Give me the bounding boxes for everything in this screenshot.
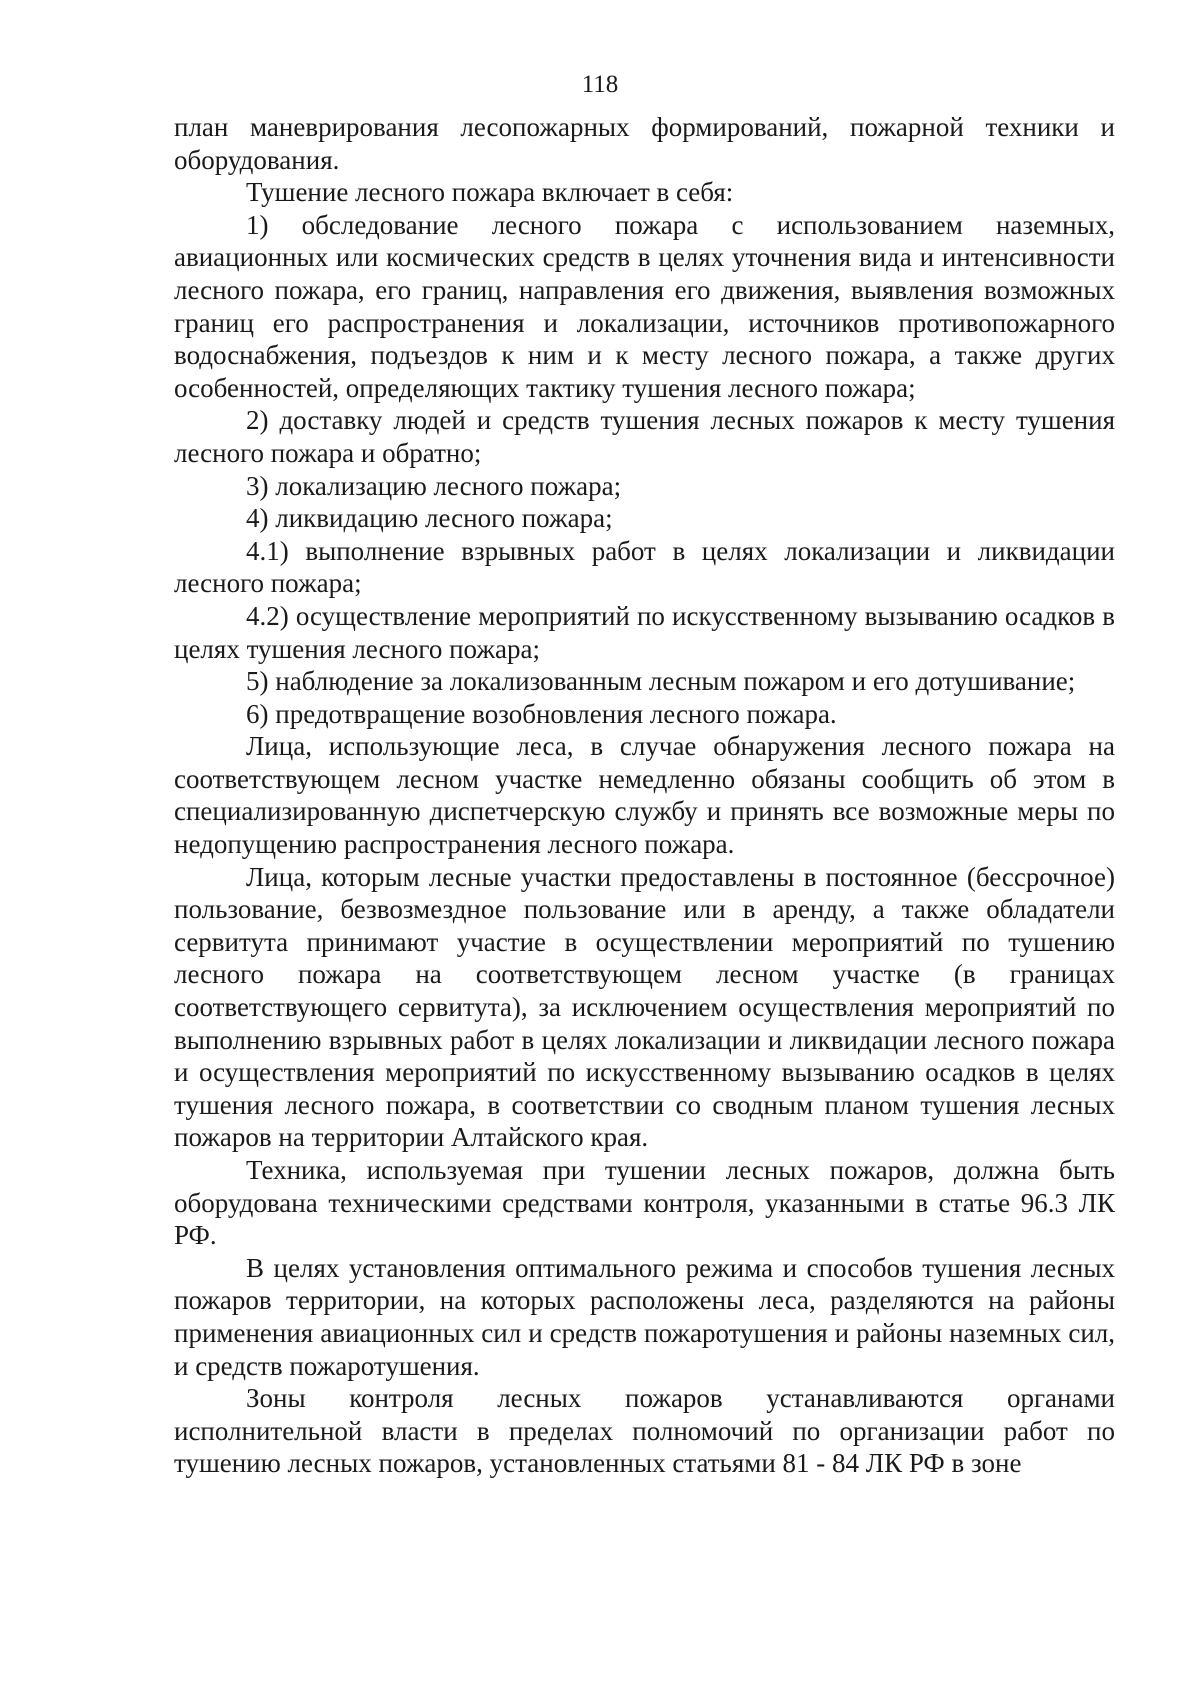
paragraph: Техника, используемая при тушении лесных пожаров, должна быть оборудована техническими средствами контроля, указанными в статье 96.3 ЛК РФ. — [174, 1155, 1115, 1251]
paragraph: В целях установления оптимального режима и способов тушения лесных пожаров территории, на которых расположены леса, разделяются на районы применения авиационных сил и средств пожаротушения и районы наземных сил, и средств пожаротушения. — [174, 1252, 1115, 1381]
body-text — [174, 111, 1115, 1480]
list-item: 4) ликвидацию лесного пожара; — [246, 503, 613, 534]
list-item: 4.2) осуществление мероприятий по искусственному вызыванию осадков в целях тушения лесного пожара; — [174, 600, 1115, 664]
paragraph: Тушение лесного пожара включает в себя: — [246, 177, 734, 208]
paragraph: план маневрирования лесопожарных формирований, пожарной техники и оборудования. — [174, 112, 1115, 175]
list-item: 3) локализацию лесного пожара; — [246, 470, 622, 501]
list-item: 2) доставку людей и средств тушения лесных пожаров к месту тушения лесного пожара и обратно; — [174, 405, 1115, 468]
list-item: 6) предотвращение возобновления лесного пожара. — [246, 698, 837, 729]
list-item: 5) наблюдение за локализованным лесным пожаром и его дотушивание; — [246, 666, 1076, 697]
paragraph: Зоны контроля лесных пожаров устанавливаются органами исполнительной власти в пределах полномочий по организации работ по тушению лесных пожаров, установленных статьями 81 - 84 ЛК РФ в зоне — [174, 1383, 1115, 1479]
list-item: 1) обследование лесного пожара с использованием наземных, авиационных или космических средств в целях уточнения вида и интенсивности лесного пожара, его границ, направления его движения, выявления возможных границ его распространения и локализации, источников противопожарного водоснабжения, подъездов к ним и к месту лесного пожара, а также других особенностей, определяющих тактику тушения лесного пожара; — [174, 209, 1115, 403]
page-number: 118 — [581, 71, 619, 98]
list-item: 4.1) выполнение взрывных работ в целях локализации и ликвидации лесного пожара; — [174, 535, 1115, 599]
paragraph: Лица, использующие леса, в случае обнаружения лесного пожара на соответствующем лесном участке немедленно обязаны сообщить об этом в специализированную диспетчерскую службу и принять все возможные меры по недопущению распространения лесного пожара. — [174, 731, 1115, 860]
paragraph: Лица, которым лесные участки предоставлены в постоянное (бессрочное) пользование, безвозмездное пользование или в аренду, а также обладатели сервитута принимают участие в осуществлении мероприятий по тушению лесного пожара на соответствующем лесном участке (в границах соответствующего сервитута), за исключением осуществления мероприятий по выполнению взрывных работ в целях локализации и ликвидации лесного пожара и осуществления мероприятий по искусственному вызыванию осадков в целях тушения лесного пожара, в соответствии со сводным планом тушения лесных пожаров на территории Алтайского края. — [174, 861, 1115, 1153]
